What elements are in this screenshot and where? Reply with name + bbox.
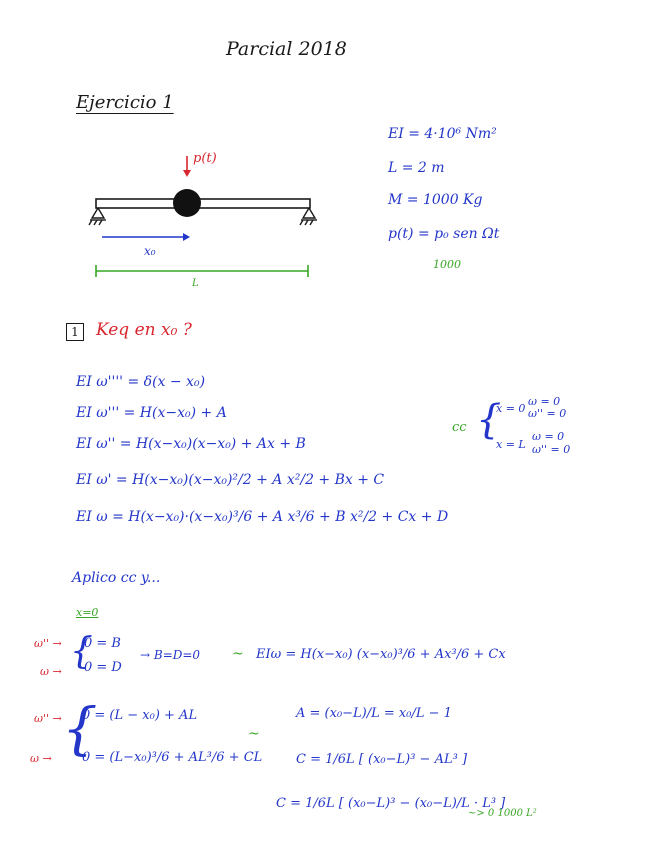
equation-1: EI ω'''' = δ(x − x₀) bbox=[76, 374, 206, 390]
ei-result: EIω = H(x−x₀) (x−x₀)³/6 + Ax³/6 + Cx bbox=[256, 647, 506, 662]
load-value: p(t) = p₀ sen Ωt bbox=[388, 226, 500, 242]
load-note: 1000 bbox=[433, 258, 461, 271]
load-arrow-icon bbox=[183, 156, 191, 177]
length-label: L bbox=[192, 278, 199, 289]
load-label: p(t) bbox=[193, 151, 217, 166]
brace-bd-icon: { bbox=[70, 631, 93, 672]
right-support-icon bbox=[300, 208, 317, 225]
length-dimension bbox=[96, 265, 308, 277]
boundary-label: cc bbox=[452, 420, 467, 435]
eq-d: 0 = D bbox=[84, 660, 122, 675]
length-value: L = 2 m bbox=[388, 160, 445, 176]
beam bbox=[96, 199, 310, 208]
brace-L-icon: { bbox=[62, 697, 98, 762]
c-note: ~> 0 1000 L² bbox=[468, 808, 537, 819]
w-label: ω → bbox=[40, 665, 62, 678]
result-bd: → B=D=0 bbox=[140, 648, 201, 662]
eq-L1: 0 = (L − x₀) + AL bbox=[82, 708, 198, 723]
equation-4: EI ω' = H(x−x₀)(x−x₀)²/2 + A x²/2 + Bx + C bbox=[76, 472, 385, 488]
wL-label: ω → bbox=[30, 752, 52, 765]
beam-diagram bbox=[80, 140, 340, 290]
apply-text: Aplico cc y... bbox=[72, 570, 161, 586]
boundary-1a: ω = 0 bbox=[528, 395, 561, 408]
boundary-2a: ω = 0 bbox=[532, 430, 565, 443]
boundary-brace-icon: { bbox=[476, 397, 502, 443]
c-result-2: C = 1/6L [ (x₀−L)³ − (x₀−L)/L · L³ ] bbox=[276, 796, 506, 811]
mass-value: M = 1000 Kg bbox=[388, 192, 483, 208]
wL2-label: ω'' → bbox=[34, 712, 62, 725]
boundary-2b: ω'' = 0 bbox=[532, 443, 571, 456]
exercise-heading: Ejercicio 1 bbox=[76, 92, 174, 113]
boundary-cond-1: x = 0 bbox=[496, 402, 526, 415]
left-support-icon bbox=[89, 208, 106, 225]
mass-point bbox=[173, 189, 201, 217]
eq-L2: 0 = (L−x₀)³/6 + AL³/6 + CL bbox=[82, 750, 263, 765]
boundary-cond-2: x = L bbox=[496, 438, 526, 451]
question-text: Keq en x₀ ? bbox=[96, 320, 192, 340]
position-label: x₀ bbox=[144, 244, 156, 258]
eq-b: 0 = B bbox=[84, 636, 121, 651]
boundary-1b: ω'' = 0 bbox=[528, 407, 567, 420]
equation-2: EI ω''' = H(x−x₀) + A bbox=[76, 405, 227, 421]
c-result-1: C = 1/6L [ (x₀−L)³ − AL³ ] bbox=[296, 752, 468, 767]
ei-value: EI = 4·10⁶ Nm² bbox=[388, 126, 497, 142]
w2-label: ω'' → bbox=[34, 637, 62, 650]
tilde-1: ~ bbox=[232, 646, 244, 662]
question-number: 1 bbox=[66, 323, 84, 341]
equation-5: EI ω = H(x−x₀)·(x−x₀)³/6 + A x³/6 + B x²/2 + Cx + D bbox=[76, 509, 449, 525]
a-result: A = (x₀−L)/L = x₀/L − 1 bbox=[296, 706, 452, 721]
equation-3: EI ω'' = H(x−x₀)(x−x₀) + Ax + B bbox=[76, 436, 306, 452]
x0-label: x=0 bbox=[76, 606, 99, 619]
tilde-2: ~ bbox=[248, 726, 260, 742]
position-arrow-icon bbox=[102, 233, 190, 241]
page-title: Parcial 2018 bbox=[226, 38, 347, 60]
